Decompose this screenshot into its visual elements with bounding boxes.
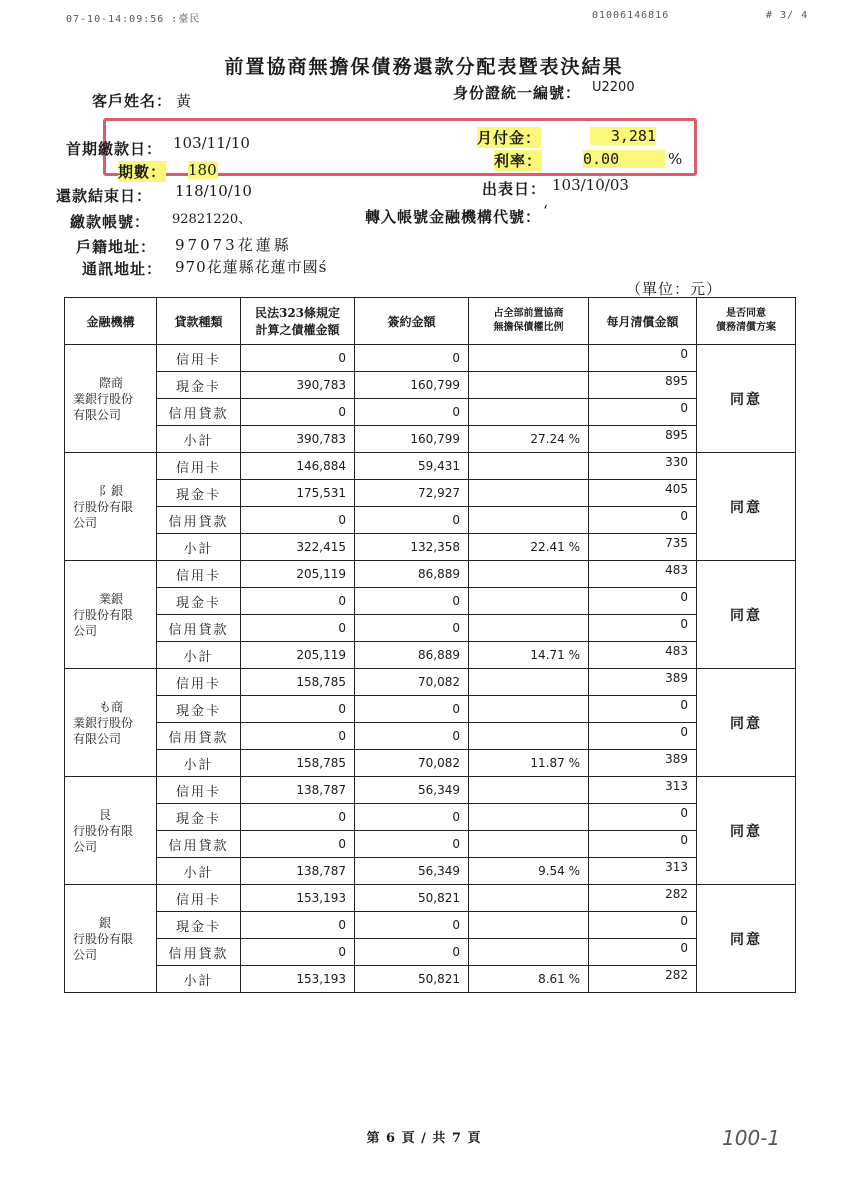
contract-amount: 0 (355, 804, 469, 831)
transfer-bank-label: 轉入帳號金融機構代號： (365, 208, 542, 226)
contract-amount: 0 (355, 399, 469, 426)
monthly-payment: 313 (589, 777, 697, 804)
bank-name-line: 際商 (99, 375, 124, 390)
claim-amount: 0 (241, 804, 355, 831)
table-row (65, 345, 796, 372)
contract-amount: 72,927 (355, 480, 469, 507)
claim-ratio: 8.61 % (469, 966, 589, 993)
claim-amount: 0 (241, 615, 355, 642)
table-row (65, 885, 796, 912)
id-number-label: 身份證統一編號： (453, 84, 582, 102)
interest-rate-unit: % (668, 150, 683, 168)
claim-ratio: 9.54 % (469, 858, 589, 885)
claim-ratio (469, 939, 589, 966)
loan-type: 小計 (157, 858, 241, 885)
claim-ratio (469, 912, 589, 939)
loan-type: 小計 (157, 750, 241, 777)
agreement-status: 同意 (697, 669, 796, 777)
bank-name (65, 345, 157, 453)
header-claim-ratio: 占全部前置協商 無擔保債權比例 (469, 298, 589, 345)
claim-amount: 0 (241, 507, 355, 534)
table-row (65, 858, 796, 885)
bank-name-line: 行股份有限 (73, 499, 134, 514)
table-row (65, 723, 796, 750)
table-row (65, 804, 796, 831)
table-row (65, 507, 796, 534)
bank-name-line: 業銀 (99, 591, 124, 606)
claim-ratio (469, 804, 589, 831)
contract-amount: 0 (355, 723, 469, 750)
agreement-status: 同意 (697, 561, 796, 669)
header-loan-type: 貸款種類 (157, 298, 241, 345)
claim-amount: 138,787 (241, 858, 355, 885)
bank-name-line: 阝銀 (99, 483, 124, 498)
header-bank: 金融機構 (65, 298, 157, 345)
claim-ratio: 27.24 % (469, 426, 589, 453)
claim-amount: 153,193 (241, 966, 355, 993)
bank-name-line: 有限公司 (73, 407, 122, 422)
monthly-payment: 0 (589, 831, 697, 858)
bank-name-line: 行股份有限 (73, 607, 134, 622)
account-label: 繳款帳號： (70, 213, 151, 231)
claim-amount: 322,415 (241, 534, 355, 561)
fax-header-page: # 3/ 4 (766, 10, 809, 21)
bank-name-line: 業銀行股份 (73, 715, 134, 730)
contract-amount: 0 (355, 615, 469, 642)
contract-amount: 0 (355, 507, 469, 534)
handwritten-note: 100-1 (722, 1126, 781, 1150)
issue-date-value: 103/10/03 (552, 176, 629, 194)
loan-type: 信用貸款 (157, 723, 241, 750)
loan-type: 現金卡 (157, 912, 241, 939)
claim-ratio (469, 696, 589, 723)
monthly-payment: 0 (589, 804, 697, 831)
claim-amount: 158,785 (241, 750, 355, 777)
table-row (65, 966, 796, 993)
bank-name-line: も商 (99, 699, 124, 714)
bank-name-line: 銀 (99, 915, 112, 930)
contract-amount: 50,821 (355, 885, 469, 912)
claim-ratio (469, 399, 589, 426)
household-address-value: 97073花蓮縣 (175, 236, 292, 254)
bank-name (65, 561, 157, 669)
end-date-value: 118/10/10 (175, 182, 252, 200)
bank-name (65, 453, 157, 561)
distribution-table (64, 297, 796, 993)
claim-amount: 390,783 (241, 372, 355, 399)
mailing-address-label: 通訊地址： (82, 260, 163, 278)
table-row (65, 372, 796, 399)
agreement-status: 同意 (697, 885, 796, 993)
agreement-status: 同意 (697, 777, 796, 885)
bank-name-line: 艮 (99, 807, 112, 822)
bank-name (65, 777, 157, 885)
bank-name-line: 業銀行股份 (73, 391, 134, 406)
claim-amount: 175,531 (241, 480, 355, 507)
monthly-payment: 735 (589, 534, 697, 561)
claim-amount: 0 (241, 939, 355, 966)
claim-ratio (469, 372, 589, 399)
claim-ratio (469, 588, 589, 615)
page-footer: 第 6 頁 / 共 7 頁 (366, 1131, 482, 1146)
monthly-payment: 330 (589, 453, 697, 480)
bank-name-line: 公司 (73, 623, 98, 638)
first-payment-value: 103/11/10 (173, 134, 250, 152)
loan-type: 信用卡 (157, 777, 241, 804)
contract-amount: 86,889 (355, 642, 469, 669)
claim-ratio (469, 453, 589, 480)
periods-label: 期數： (118, 163, 167, 181)
table-row (65, 912, 796, 939)
monthly-payment-value: 3,281 (590, 127, 656, 145)
contract-amount: 56,349 (355, 858, 469, 885)
account-value: 92821220、 (172, 212, 252, 227)
monthly-payment: 0 (589, 912, 697, 939)
claim-ratio (469, 561, 589, 588)
contract-amount: 132,358 (355, 534, 469, 561)
table-row (65, 399, 796, 426)
contract-amount: 0 (355, 912, 469, 939)
id-number-value: U2200 (592, 80, 635, 95)
loan-type: 信用貸款 (157, 939, 241, 966)
table-row (65, 777, 796, 804)
agreement-status: 同意 (697, 345, 796, 453)
table-row (65, 696, 796, 723)
contract-amount: 0 (355, 939, 469, 966)
claim-amount: 0 (241, 831, 355, 858)
bank-name-line: 行股份有限 (73, 823, 134, 838)
header-contract-amount: 簽約金額 (355, 298, 469, 345)
monthly-payment: 0 (589, 399, 697, 426)
loan-type: 現金卡 (157, 372, 241, 399)
monthly-payment: 0 (589, 615, 697, 642)
claim-amount: 0 (241, 345, 355, 372)
table-row (65, 453, 796, 480)
table-row (65, 480, 796, 507)
fax-header-left: 07-10-14:09:56 :臺民 (66, 14, 201, 25)
loan-type: 信用貸款 (157, 615, 241, 642)
table-row (65, 939, 796, 966)
loan-type: 小計 (157, 426, 241, 453)
loan-type: 小計 (157, 966, 241, 993)
table-row (65, 615, 796, 642)
monthly-payment: 0 (589, 723, 697, 750)
periods-value: 180 (188, 161, 217, 179)
contract-amount: 0 (355, 831, 469, 858)
claim-ratio (469, 345, 589, 372)
contract-amount: 50,821 (355, 966, 469, 993)
contract-amount: 70,082 (355, 750, 469, 777)
claim-amount: 390,783 (241, 426, 355, 453)
claim-amount: 158,785 (241, 669, 355, 696)
claim-ratio (469, 480, 589, 507)
agreement-status: 同意 (697, 453, 796, 561)
loan-type: 現金卡 (157, 696, 241, 723)
loan-type: 信用卡 (157, 669, 241, 696)
fax-header-number: 01006146816 (592, 10, 670, 21)
claim-ratio (469, 507, 589, 534)
loan-type: 現金卡 (157, 588, 241, 615)
table-header-row (65, 298, 796, 345)
contract-amount: 56,349 (355, 777, 469, 804)
loan-type: 信用貸款 (157, 831, 241, 858)
contract-amount: 0 (355, 696, 469, 723)
claim-ratio (469, 885, 589, 912)
mailing-address-value: 970花蓮縣花蓮市國ś (175, 258, 328, 276)
claim-amount: 0 (241, 723, 355, 750)
loan-type: 小計 (157, 642, 241, 669)
bank-name (65, 669, 157, 777)
bank-name-line: 公司 (73, 839, 98, 854)
monthly-payment: 0 (589, 939, 697, 966)
loan-type: 小計 (157, 534, 241, 561)
table-row (65, 588, 796, 615)
loan-type: 現金卡 (157, 480, 241, 507)
header-monthly-payment: 每月清償金額 (589, 298, 697, 345)
contract-amount: 160,799 (355, 372, 469, 399)
monthly-payment: 0 (589, 345, 697, 372)
table-row (65, 642, 796, 669)
monthly-payment: 0 (589, 507, 697, 534)
claim-ratio (469, 831, 589, 858)
table-row (65, 426, 796, 453)
contract-amount: 0 (355, 588, 469, 615)
bank-name (65, 885, 157, 993)
transfer-bank-value: ‘ (543, 202, 548, 220)
claim-amount: 0 (241, 399, 355, 426)
claim-ratio (469, 615, 589, 642)
monthly-payment: 282 (589, 966, 697, 993)
claim-amount: 0 (241, 912, 355, 939)
claim-amount: 146,884 (241, 453, 355, 480)
loan-type: 信用卡 (157, 453, 241, 480)
monthly-payment: 282 (589, 885, 697, 912)
household-address-label: 戶籍地址： (76, 238, 157, 256)
contract-amount: 59,431 (355, 453, 469, 480)
table-row (65, 750, 796, 777)
monthly-payment: 483 (589, 561, 697, 588)
claim-ratio: 11.87 % (469, 750, 589, 777)
table-row (65, 561, 796, 588)
monthly-payment: 313 (589, 858, 697, 885)
loan-type: 信用貸款 (157, 507, 241, 534)
bank-name-line: 有限公司 (73, 731, 122, 746)
monthly-payment: 483 (589, 642, 697, 669)
interest-rate-label: 利率： (494, 152, 543, 170)
header-agreement: 是否同意 債務清償方案 (697, 298, 796, 345)
issue-date-label: 出表日： (482, 180, 547, 198)
contract-amount: 0 (355, 345, 469, 372)
customer-name-value: 黃 (176, 92, 192, 110)
loan-type: 現金卡 (157, 804, 241, 831)
claim-amount: 205,119 (241, 561, 355, 588)
table-row (65, 534, 796, 561)
claim-amount: 0 (241, 696, 355, 723)
claim-ratio (469, 669, 589, 696)
loan-type: 信用卡 (157, 561, 241, 588)
monthly-payment: 389 (589, 750, 697, 777)
table-row (65, 831, 796, 858)
header-claim-amount: 民法323條規定 計算之債權金額 (241, 298, 355, 345)
contract-amount: 70,082 (355, 669, 469, 696)
end-date-label: 還款結束日： (56, 187, 153, 205)
claim-ratio: 22.41 % (469, 534, 589, 561)
loan-type: 信用貸款 (157, 399, 241, 426)
document-title: 前置協商無擔保債務還款分配表暨表決結果 (224, 56, 624, 78)
claim-ratio (469, 723, 589, 750)
contract-amount: 160,799 (355, 426, 469, 453)
monthly-payment-label: 月付金： (477, 129, 542, 147)
contract-amount: 86,889 (355, 561, 469, 588)
claim-ratio: 14.71 % (469, 642, 589, 669)
interest-rate-value: 0.00 (583, 150, 665, 168)
claim-amount: 138,787 (241, 777, 355, 804)
claim-amount: 153,193 (241, 885, 355, 912)
monthly-payment: 895 (589, 372, 697, 399)
bank-name-line: 公司 (73, 515, 98, 530)
table-row (65, 669, 796, 696)
loan-type: 信用卡 (157, 345, 241, 372)
first-payment-label: 首期繳款日： (66, 140, 163, 158)
customer-name-label: 客戶姓名： (92, 92, 173, 110)
loan-type: 信用卡 (157, 885, 241, 912)
monthly-payment: 895 (589, 426, 697, 453)
monthly-payment: 0 (589, 696, 697, 723)
claim-amount: 205,119 (241, 642, 355, 669)
monthly-payment: 389 (589, 669, 697, 696)
claim-amount: 0 (241, 588, 355, 615)
unit-note: （單位：元） (626, 280, 723, 298)
claim-ratio (469, 777, 589, 804)
monthly-payment: 405 (589, 480, 697, 507)
monthly-payment: 0 (589, 588, 697, 615)
bank-name-line: 公司 (73, 947, 98, 962)
bank-name-line: 行股份有限 (73, 931, 134, 946)
